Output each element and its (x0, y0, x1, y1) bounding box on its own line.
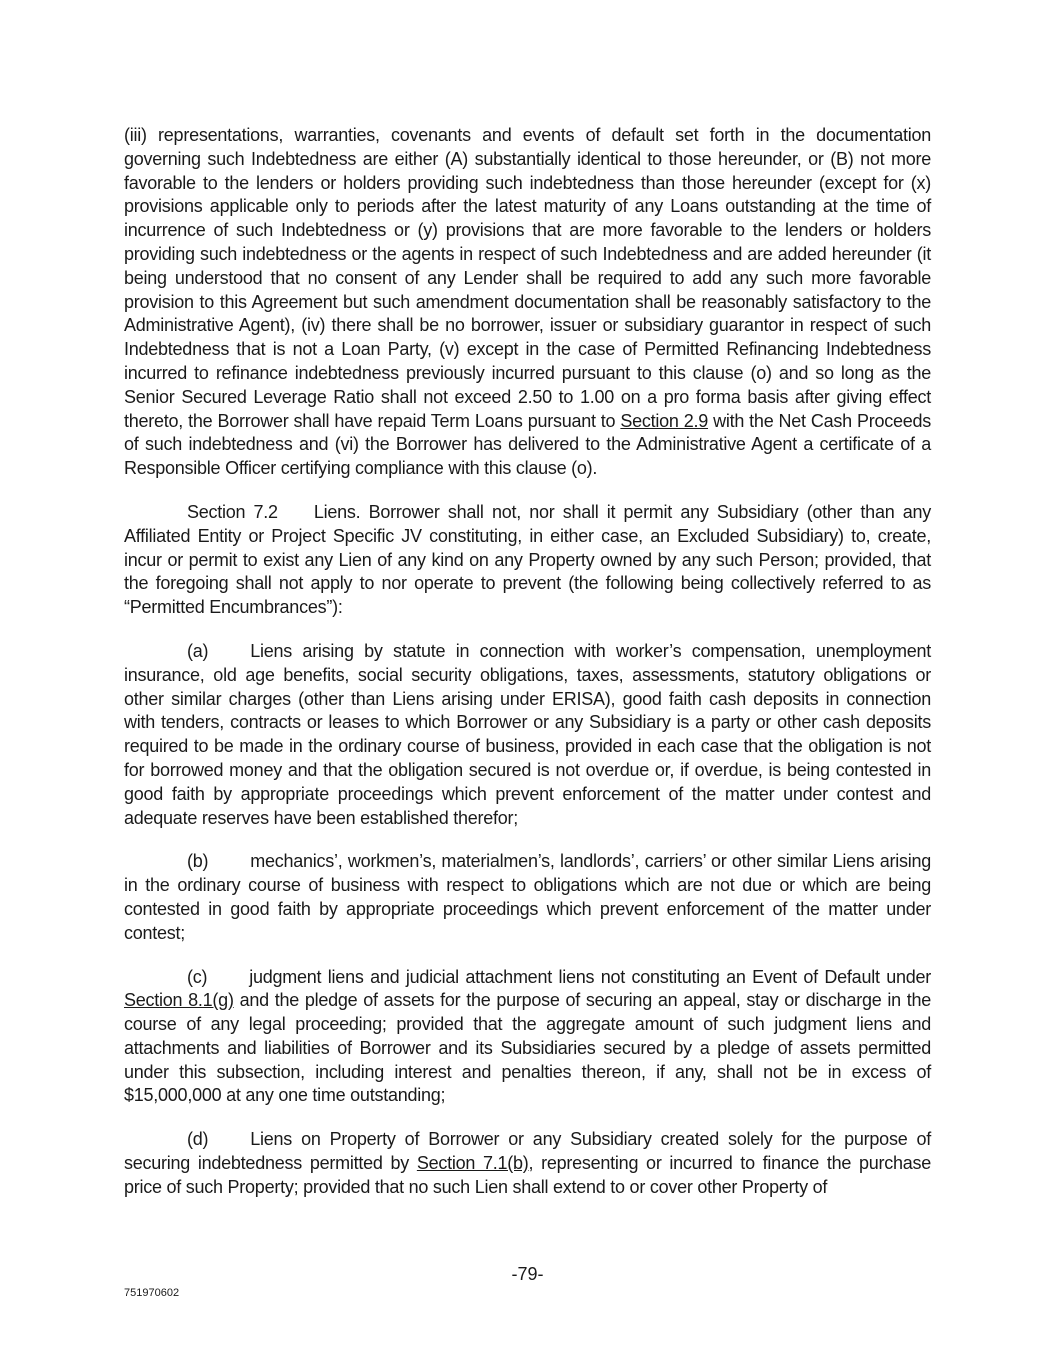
paragraph-iii-text-1: (iii) representations, warranties, covenants and events of default set forth in the documentation governing such Indebtedness are either (A) substantially identical to those hereunder, or (B) not more favorable to the lenders or holders providing such indebtedness than those hereunder (except for (x) provisions applicable only to periods after the latest maturity of any Loans outstanding at the time of incurrence of such Indebtedness or (y) provisions that are more favorable to the lenders or holders providing such indebtedness or the agents in respect of such Indebtedness and are added hereunder (it being understood that no consent of any Lender shall be required to add any such more favorable provision to this Agreement but such amendment documentation shall be reasonably satisfactory to the Administrative Agent), (iv) there shall be no borrower, issuer or subsidiary guarantor in respect of such Indebtedness that is not a Loan Party, (v) except in the case of Permitted Refinancing Indebtedness incurred to refinance indebtedness previously incurred pursuant to this clause (o) and so long as the Senior Secured Leverage Ratio shall not exceed 2.50 to 1.00 on a pro forma basis after giving effect thereto, the Borrower shall have repaid Term Loans pursuant to (124, 125, 931, 431)
clause-d-paragraph (124, 1128, 931, 1199)
section-7-2-heading: Liens. (313, 501, 361, 522)
document-id: 751970602 (124, 1287, 180, 1299)
clause-a-text: Liens arising by statute in connection with worker’s compensation, unemployment insurance, old age benefits, social security obligations, taxes, assessments, statutory obligations or other similar charges (other than Liens arising under ERISA), good faith cash deposits in connection with tenders, contracts or leases to which Borrower or any Subsidiary is a party or other cash deposits required to be made in the ordinary course of business, provided in each case that the obligation is not for borrowed money and that the obligation secured is not overdue or, if overdue, is being contested in good faith by appropriate proceedings which prevent enforcement of the matter under contest and adequate reserves have been established therefor; (124, 640, 931, 828)
clause-a-paragraph (124, 640, 931, 830)
page-number: -79- (511, 1264, 544, 1284)
clause-c-text-2: and the pledge of assets for the purpose of securing an appeal, stay or discharge in the course of any legal proceeding; provided that the aggregate amount of such judgment liens and attachments and liabilities of Borrower and its Subsidiaries secured by a pledge of assets permitted under this subsection, including interest and penalties thereon, if any, shall not be in excess of $15,000,000 at any one time outstanding; (124, 990, 932, 1106)
section-2-9-reference: Section 2.9 (620, 410, 709, 431)
document-body (124, 124, 931, 1220)
clause-c-paragraph (124, 966, 931, 1109)
section-8-1g-reference: Section 8.1(g) (124, 990, 234, 1011)
section-7-1b-reference: Section 7.1(b) (416, 1153, 529, 1174)
paragraph-iii (124, 124, 931, 481)
clause-a-label: (a) (187, 640, 209, 661)
clause-b-label: (b) (187, 851, 209, 872)
clause-c-text-1: judgment liens and judicial attachment liens not constituting an Event of Default under (249, 966, 931, 987)
section-7-2-paragraph (124, 501, 931, 620)
clause-d-text-1: Liens on Property of Borrower or any Subsidiary created solely for the purpose of securing indebtedness permitted by (124, 1129, 931, 1174)
clause-d-text-2: , representing or incurred to finance the purchase price of such Property; provided that no such Lien shall extend to or cover other Property of (124, 1153, 932, 1197)
clause-b-paragraph (124, 850, 931, 945)
clause-b-text: mechanics’, workmen’s, materialmen’s, landlords’, carriers’ or other similar Liens arising in the ordinary course of business with respect to obligations which are not due or which are being contested in good faith by appropriate proceedings which prevent enforcement of the matter under contest; (124, 851, 931, 943)
clause-c-label: (c) (187, 966, 208, 987)
clause-d-label: (d) (187, 1129, 209, 1150)
section-7-2-text: Borrower shall not, nor shall it permit any Subsidiary (other than any Affiliated Entity or Project Specific JV constituting, in either case, an Excluded Subsidiary) to, create, incur or permit to exist any Lien of any kind on any Property owned by any such Person; provided, that the foregoing shall not apply to nor operate to prevent (the following being collectively referred to as “Permitted Encumbrances”): (124, 501, 931, 618)
section-7-2-number: Section 7.2 (187, 501, 278, 522)
paragraph-iii-text-2: with the Net Cash Proceeds of such indebtedness and (vi) the Borrower has delivered to the Administrative Agent a certificate of a Responsible Officer certifying compliance with this clause (o). (124, 410, 931, 479)
